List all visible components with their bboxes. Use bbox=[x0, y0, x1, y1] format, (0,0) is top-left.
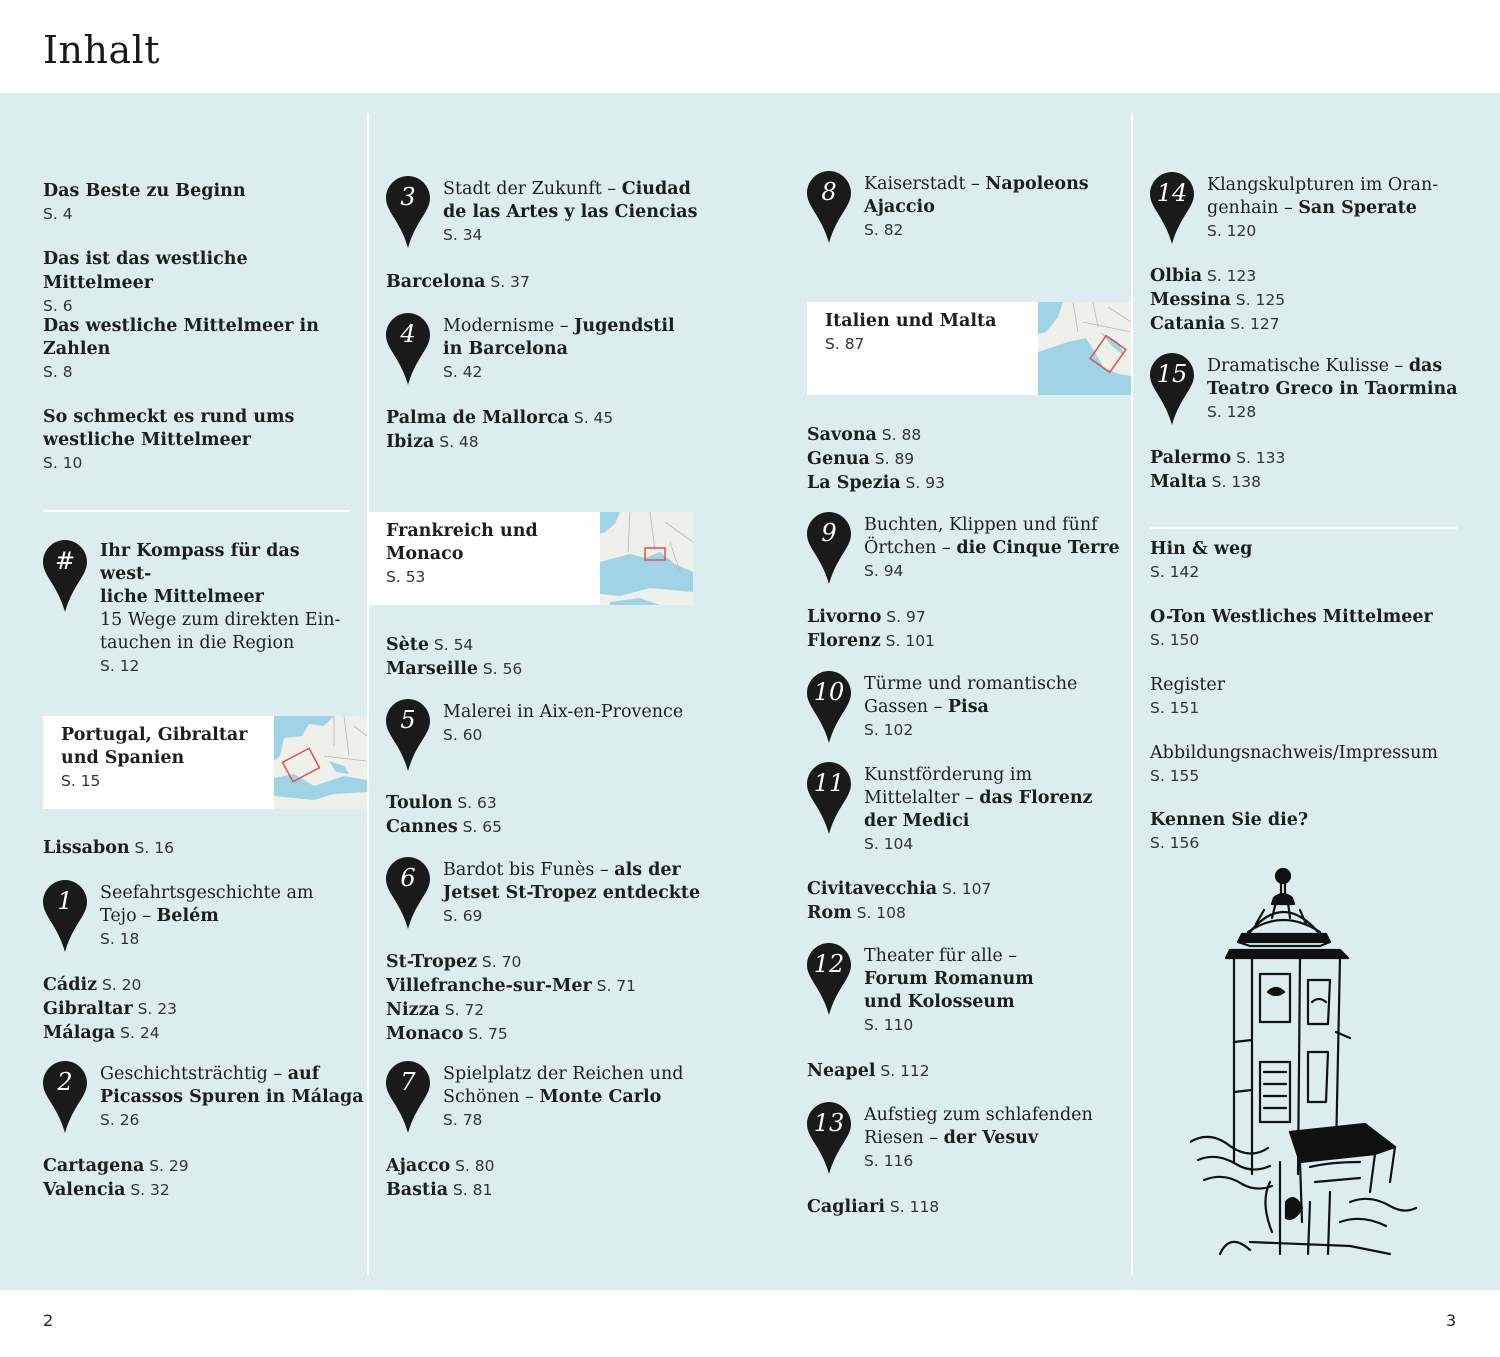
entry-title: Örtchen – bbox=[864, 538, 957, 558]
page-ref: S. 26 bbox=[100, 1111, 140, 1129]
toc-entry[interactable] bbox=[43, 1154, 189, 1178]
toc-list bbox=[807, 423, 945, 495]
page-ref: S. 6 bbox=[43, 297, 73, 315]
entry-title: Kaiserstadt – bbox=[864, 174, 986, 194]
entry-title: Monaco bbox=[386, 1024, 464, 1044]
column-divider bbox=[1131, 113, 1133, 1275]
entry-title: Spielplatz der Reichen und bbox=[443, 1064, 684, 1084]
entry-highlight: Belém bbox=[156, 906, 219, 926]
page-ref: S. 23 bbox=[137, 1000, 177, 1018]
toc-entry[interactable] bbox=[1150, 808, 1470, 855]
page-ref: S. 53 bbox=[386, 568, 426, 586]
toc-list bbox=[386, 791, 502, 839]
toc-entry[interactable] bbox=[807, 423, 945, 447]
entry-highlight: und Kolosseum bbox=[864, 992, 1015, 1012]
entry-title: Geschichtsträchtig – bbox=[100, 1064, 288, 1084]
entry-title: Gibraltar bbox=[43, 999, 133, 1019]
entry-title: La Spezia bbox=[807, 473, 901, 493]
region-title: Monaco bbox=[386, 544, 464, 564]
toc-entry[interactable] bbox=[386, 998, 636, 1022]
entry-title: Barcelona bbox=[386, 272, 486, 292]
tour-number: 10 bbox=[813, 678, 845, 706]
entry-title: Modernisme – bbox=[443, 316, 575, 336]
page-ref: S. 69 bbox=[443, 907, 483, 925]
page-ref: S. 155 bbox=[1150, 767, 1200, 785]
region-card-france-monaco[interactable] bbox=[368, 512, 693, 605]
toc-entry[interactable] bbox=[1150, 288, 1285, 312]
entry-title: genhain – bbox=[1207, 198, 1299, 218]
entry-title: Olbia bbox=[1150, 266, 1203, 286]
entry-title: Theater für alle – bbox=[864, 946, 1018, 966]
page-ref: S. 16 bbox=[134, 839, 174, 857]
entry-title: Register bbox=[1150, 675, 1226, 695]
toc-entry[interactable] bbox=[43, 1178, 189, 1202]
entry-highlight: Pisa bbox=[947, 697, 989, 717]
entry-title: Stadt der Zukunft – bbox=[443, 179, 622, 199]
page-ref: S. 116 bbox=[864, 1152, 914, 1170]
entry-title: Bardot bis Funès – bbox=[443, 860, 615, 880]
page-ref: S. 78 bbox=[443, 1111, 483, 1129]
page-ref: S. 101 bbox=[885, 632, 935, 650]
toc-entry[interactable] bbox=[1150, 264, 1285, 288]
toc-list bbox=[1150, 264, 1285, 336]
page-ref: S. 63 bbox=[457, 794, 497, 812]
page-ref: S. 94 bbox=[864, 562, 904, 580]
toc-entry[interactable] bbox=[807, 629, 935, 653]
toc-entry[interactable] bbox=[43, 247, 353, 318]
toc-entry[interactable] bbox=[1150, 470, 1285, 494]
page-ref: S. 118 bbox=[889, 1198, 940, 1216]
entry-highlight: der Medici bbox=[864, 811, 970, 831]
page-ref: S. 128 bbox=[1207, 403, 1257, 421]
entry-highlight: der Vesuv bbox=[943, 1128, 1039, 1148]
toc-entry[interactable] bbox=[386, 633, 522, 657]
page-ref: S. 104 bbox=[864, 835, 914, 853]
entry-highlight: Jetset St-Tropez entdeckte bbox=[443, 883, 701, 903]
page-ref: S. 108 bbox=[856, 904, 906, 922]
entry-highlight: Jugendstil bbox=[574, 316, 675, 336]
folio-right: 3 bbox=[1446, 1311, 1457, 1330]
entry-title: So schmeckt es rund ums bbox=[43, 407, 295, 427]
entry-title: Seefahrtsgeschichte am bbox=[100, 883, 314, 903]
toc-entry[interactable] bbox=[386, 430, 613, 454]
page-ref: S. 54 bbox=[433, 636, 474, 654]
entry-highlight: de las Artes y las Ciencias bbox=[443, 202, 698, 222]
page-ref: S. 142 bbox=[1150, 563, 1200, 581]
entry-title: Cádiz bbox=[43, 975, 98, 995]
compass-symbol: # bbox=[54, 547, 76, 575]
entry-title: St-Tropez bbox=[386, 952, 478, 972]
page-ref: S. 82 bbox=[864, 221, 904, 239]
page-ref: S. 93 bbox=[905, 474, 945, 492]
folio-left: 2 bbox=[43, 1311, 54, 1330]
entry-title: Palma de Mallorca bbox=[386, 408, 569, 428]
entry-title: Cannes bbox=[386, 817, 458, 837]
entry-subtitle: 15 Wege zum direkten Ein- bbox=[100, 610, 341, 630]
tour-number: 4 bbox=[400, 320, 416, 348]
toc-entry[interactable] bbox=[807, 447, 945, 471]
watchtower-sketch-illustration bbox=[1190, 862, 1420, 1262]
toc-list bbox=[43, 1154, 189, 1202]
page-ref: S. 112 bbox=[880, 1062, 930, 1080]
entry-title: Buchten, Klippen und fünf bbox=[864, 515, 1098, 535]
section-divider bbox=[43, 510, 350, 512]
page-ref: S. 10 bbox=[43, 454, 83, 472]
page-ref: S. 48 bbox=[439, 433, 479, 451]
page-ref: S. 110 bbox=[864, 1016, 914, 1034]
page-ref: S. 60 bbox=[443, 726, 483, 744]
entry-highlight: Ciudad bbox=[621, 179, 691, 199]
region-title: Italien und Malta bbox=[825, 311, 997, 331]
entry-highlight: Teatro Greco in Taormina bbox=[1207, 379, 1458, 399]
tour-number: 14 bbox=[1156, 179, 1188, 207]
page-ref: S. 12 bbox=[100, 657, 140, 675]
entry-title: Das westliche Mittelmeer in bbox=[43, 316, 319, 336]
toc-entry[interactable] bbox=[1150, 741, 1470, 788]
entry-title: Hin & weg bbox=[1150, 539, 1253, 559]
page-ref: S. 45 bbox=[573, 409, 614, 427]
toc-entry[interactable] bbox=[1150, 537, 1470, 584]
toc-entry[interactable] bbox=[43, 406, 353, 475]
region-map-thumbnail bbox=[274, 716, 367, 809]
page-ref: S. 80 bbox=[455, 1157, 495, 1175]
entry-title: westliche Mittelmeer bbox=[43, 430, 252, 450]
toc-entry[interactable] bbox=[807, 1059, 930, 1083]
page-ref: S. 24 bbox=[120, 1024, 160, 1042]
entry-highlight: das bbox=[1408, 356, 1443, 376]
tour-number: 13 bbox=[813, 1109, 845, 1137]
region-title: Portugal, Gibraltar bbox=[61, 725, 248, 745]
toc-list bbox=[807, 877, 991, 925]
page-ref: S. 70 bbox=[481, 953, 522, 971]
toc-entry[interactable] bbox=[1150, 673, 1470, 720]
page-ref: S. 127 bbox=[1230, 315, 1280, 333]
toc-entry[interactable] bbox=[386, 657, 522, 681]
page-ref: S. 87 bbox=[825, 335, 865, 353]
page-ref: S. 56 bbox=[482, 660, 523, 678]
toc-entry[interactable] bbox=[386, 270, 530, 294]
entry-title: Messina bbox=[1150, 290, 1231, 310]
toc-list bbox=[386, 633, 522, 681]
entry-title: Klangskulpturen im Oran- bbox=[1207, 175, 1439, 195]
page-ref: S. 72 bbox=[444, 1001, 485, 1019]
page-ref: S. 29 bbox=[149, 1157, 189, 1175]
entry-title: O-Ton Westliches Mittelmeer bbox=[1150, 607, 1433, 627]
page-ref: S. 32 bbox=[130, 1181, 170, 1199]
region-title: und Spanien bbox=[61, 748, 185, 768]
page-ref: S. 156 bbox=[1150, 834, 1200, 852]
entry-title: Ajacco bbox=[386, 1156, 451, 1176]
toc-entry[interactable] bbox=[386, 1154, 495, 1178]
entry-highlight: das Florenz bbox=[979, 788, 1093, 808]
entry-title: Rom bbox=[807, 903, 852, 923]
page-ref: S. 42 bbox=[443, 363, 483, 381]
tour-number: 7 bbox=[400, 1068, 416, 1096]
entry-title: Villefranche-sur-Mer bbox=[386, 976, 592, 996]
entry-title: Kennen Sie die? bbox=[1150, 810, 1309, 830]
tour-number: 11 bbox=[813, 769, 845, 797]
entry-title: Savona bbox=[807, 425, 877, 445]
toc-entry[interactable] bbox=[807, 877, 991, 901]
toc-entry[interactable] bbox=[386, 974, 636, 998]
toc-entry[interactable] bbox=[807, 1195, 939, 1219]
page-ref: S. 37 bbox=[490, 273, 530, 291]
entry-title: Ihr Kompass für das west- bbox=[100, 541, 300, 584]
page-ref: S. 150 bbox=[1150, 631, 1200, 649]
toc-entry[interactable] bbox=[43, 836, 174, 860]
entry-title: Catania bbox=[1150, 314, 1226, 334]
toc-entry[interactable] bbox=[386, 1178, 495, 1202]
entry-title: Malta bbox=[1150, 472, 1207, 492]
entry-highlight: die Cinque Terre bbox=[956, 538, 1120, 558]
entry-title: Bastia bbox=[386, 1180, 449, 1200]
entry-title: Genua bbox=[807, 449, 870, 469]
toc-entry[interactable] bbox=[807, 901, 991, 925]
page-ref: S. 20 bbox=[101, 976, 142, 994]
entry-title: Malerei in Aix-en-Provence bbox=[443, 702, 684, 722]
tour-number: 6 bbox=[400, 864, 416, 892]
entry-highlight: auf bbox=[287, 1064, 320, 1084]
tour-number: 9 bbox=[821, 519, 837, 547]
entry-title: Mittelalter – bbox=[864, 788, 980, 808]
toc-entry[interactable] bbox=[43, 997, 177, 1021]
toc-list bbox=[386, 406, 613, 454]
entry-title: Riesen – bbox=[864, 1128, 944, 1148]
entry-title: Livorno bbox=[807, 607, 882, 627]
entry-title: Das Beste zu Beginn bbox=[43, 181, 246, 201]
page-title: Inhalt bbox=[43, 28, 161, 72]
toc-entry[interactable] bbox=[1150, 446, 1285, 470]
region-card-italy-malta[interactable] bbox=[807, 302, 1131, 395]
page-ref: S. 81 bbox=[452, 1181, 493, 1199]
tour-number: 5 bbox=[400, 706, 416, 734]
entry-title: Florenz bbox=[807, 631, 881, 651]
tour-number: 3 bbox=[400, 183, 416, 211]
toc-entry[interactable] bbox=[43, 1021, 177, 1045]
entry-highlight: Ajaccio bbox=[864, 197, 935, 217]
toc-list bbox=[386, 950, 636, 1046]
toc-entry[interactable] bbox=[807, 605, 935, 629]
toc-list bbox=[43, 973, 177, 1045]
entry-title: Nizza bbox=[386, 1000, 440, 1020]
page-ref: S. 97 bbox=[886, 608, 926, 626]
tour-number: 8 bbox=[821, 178, 837, 206]
toc-entry[interactable] bbox=[386, 406, 613, 430]
entry-subtitle: tauchen in die Region bbox=[100, 633, 295, 653]
page-ref: S. 102 bbox=[864, 721, 914, 739]
section-divider bbox=[1150, 527, 1457, 529]
page-ref: S. 133 bbox=[1236, 449, 1286, 467]
entry-title: Civitavecchia bbox=[807, 879, 938, 899]
entry-highlight: Picassos Spuren in Málaga bbox=[100, 1087, 364, 1107]
region-card-portugal-spain[interactable] bbox=[43, 716, 367, 809]
entry-title: Cartagena bbox=[43, 1156, 145, 1176]
entry-highlight: San Sperate bbox=[1298, 198, 1417, 218]
entry-title: Málaga bbox=[43, 1023, 116, 1043]
entry-title: Zahlen bbox=[43, 339, 111, 359]
entry-title: Abbildungsnachweis/Impressum bbox=[1150, 743, 1439, 763]
tour-number: 12 bbox=[813, 950, 845, 978]
page-ref: S. 34 bbox=[443, 226, 483, 244]
tour-number: 15 bbox=[1156, 360, 1188, 388]
toc-entry[interactable] bbox=[386, 791, 502, 815]
entry-title: Das ist das westliche Mittelmeer bbox=[43, 249, 248, 293]
entry-highlight: Napoleons bbox=[985, 174, 1089, 194]
toc-entry[interactable] bbox=[43, 315, 353, 384]
page-ref: S. 8 bbox=[43, 363, 73, 381]
entry-highlight: Monte Carlo bbox=[539, 1087, 662, 1107]
entry-title: Marseille bbox=[386, 659, 478, 679]
entry-title: Toulon bbox=[386, 793, 453, 813]
entry-title: Ibiza bbox=[386, 432, 435, 452]
entry-title: Sète bbox=[386, 635, 429, 655]
page-ref: S. 71 bbox=[596, 977, 637, 995]
toc-entry[interactable] bbox=[386, 1022, 636, 1046]
entry-title: Kunstförderung im bbox=[864, 765, 1033, 785]
page-ref: S. 18 bbox=[100, 930, 140, 948]
page-ref: S. 120 bbox=[1207, 222, 1257, 240]
entry-title: Palermo bbox=[1150, 448, 1232, 468]
toc-entry[interactable] bbox=[1150, 605, 1470, 652]
toc-entry[interactable] bbox=[43, 179, 353, 226]
toc-list bbox=[807, 605, 935, 653]
page-ref: S. 123 bbox=[1207, 267, 1257, 285]
entry-title: Aufstieg zum schlafenden bbox=[864, 1105, 1093, 1125]
entry-title: Dramatische Kulisse – bbox=[1207, 356, 1409, 376]
tour-number: 1 bbox=[57, 887, 73, 915]
entry-title: Valencia bbox=[43, 1180, 126, 1200]
toc-list bbox=[1150, 446, 1285, 494]
page-ref: S. 151 bbox=[1150, 699, 1200, 717]
toc-entry[interactable] bbox=[43, 973, 177, 997]
toc-entry[interactable] bbox=[386, 815, 502, 839]
entry-title: Schönen – bbox=[443, 1087, 540, 1107]
page-ref: S. 4 bbox=[43, 205, 73, 223]
entry-title: Türme und romantische bbox=[864, 674, 1078, 694]
toc-entry[interactable] bbox=[807, 471, 945, 495]
entry-title: Neapel bbox=[807, 1061, 876, 1081]
toc-entry[interactable] bbox=[1150, 312, 1285, 336]
entry-title: liche Mittelmeer bbox=[100, 587, 264, 607]
toc-entry[interactable] bbox=[386, 950, 636, 974]
entry-highlight: in Barcelona bbox=[443, 339, 568, 359]
page-ref: S. 88 bbox=[881, 426, 922, 444]
page-ref: S. 138 bbox=[1211, 473, 1261, 491]
page-ref: S. 15 bbox=[61, 772, 101, 790]
region-map-thumbnail bbox=[1038, 302, 1131, 395]
entry-title: Cagliari bbox=[807, 1197, 886, 1217]
toc-list bbox=[386, 1154, 495, 1202]
page-ref: S. 89 bbox=[874, 450, 915, 468]
page-ref: S. 65 bbox=[462, 818, 502, 836]
page-ref: S. 75 bbox=[468, 1025, 508, 1043]
entry-title: Tejo – bbox=[100, 906, 157, 926]
entry-title: Gassen – bbox=[864, 697, 948, 717]
tour-number: 2 bbox=[57, 1068, 73, 1096]
entry-title: Lissabon bbox=[43, 838, 130, 858]
page-ref: S. 125 bbox=[1235, 291, 1286, 309]
entry-highlight: als der bbox=[614, 860, 681, 880]
page-ref: S. 107 bbox=[942, 880, 992, 898]
entry-highlight: Forum Romanum bbox=[864, 969, 1034, 989]
region-map-thumbnail bbox=[600, 512, 693, 605]
region-title: Frankreich und bbox=[386, 521, 538, 541]
